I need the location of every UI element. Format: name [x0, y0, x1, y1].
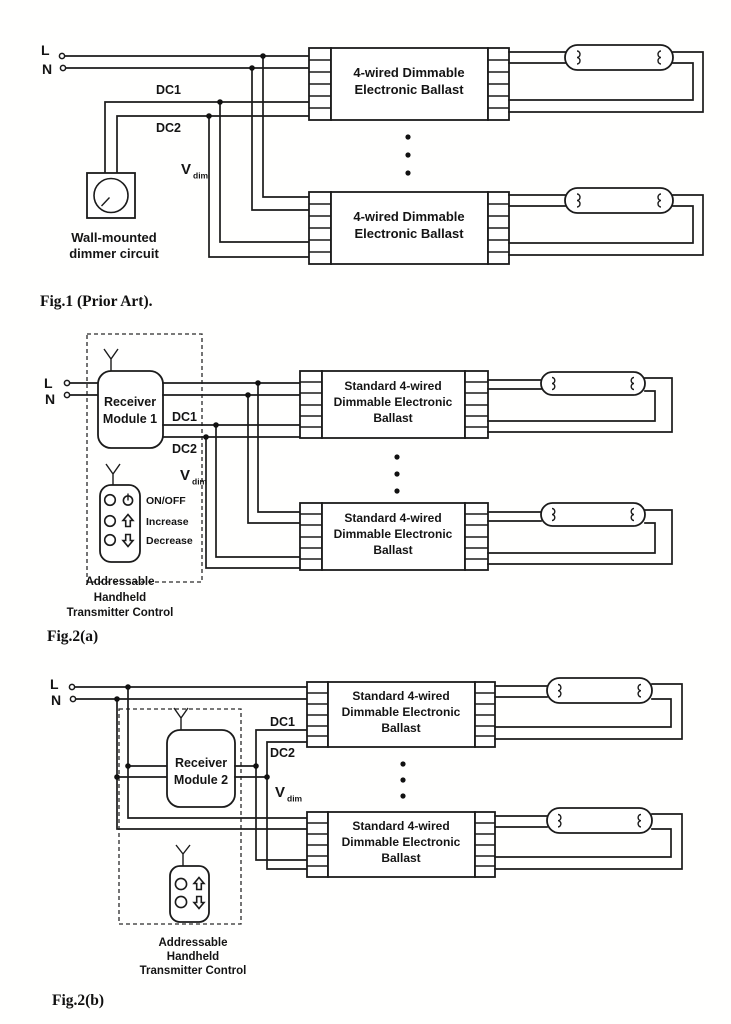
vdim-label: V [181, 161, 192, 178]
neutral-label: N [45, 391, 56, 407]
lamp-feed-wires [488, 380, 541, 389]
onoff-label: ON/OFF [146, 495, 186, 507]
lamp-feed-wires [495, 686, 547, 697]
dc2-label: DC2 [172, 442, 198, 456]
ballast-label-line1: 4-wired Dimmable [353, 65, 465, 80]
ballast-label-line2: Dimmable Electronic [341, 705, 461, 719]
lamp-tube [547, 808, 652, 833]
ballast-label-line1: 4-wired Dimmable [353, 209, 465, 224]
transmitter-label-line2: Handheld [166, 951, 220, 963]
fluorescent-lamp [541, 503, 645, 526]
receiver-label-line1: Receiver [174, 756, 228, 770]
receiver-module-2 [167, 708, 235, 807]
dc2-label: DC2 [156, 121, 182, 135]
increase-label: Increase [146, 516, 189, 528]
receiver-module-1 [98, 349, 163, 448]
ballast-label-line3: Ballast [381, 851, 421, 865]
lamp-feed-wires [488, 512, 541, 521]
junction-dot [203, 434, 209, 440]
vdim-subscript: dim [193, 170, 209, 181]
wall-dimmer [69, 173, 159, 261]
neutral-terminal [60, 65, 65, 70]
junction-dot [260, 53, 266, 59]
dc2-rail-wire [267, 742, 307, 869]
live-terminal [69, 684, 74, 689]
lamp-feed-wires [509, 52, 565, 63]
lamp-feed-wires [495, 816, 547, 827]
dc1-label: DC1 [156, 83, 182, 97]
antenna-icon [104, 349, 118, 371]
junction-dot [245, 392, 251, 398]
dc2-branch-wire [209, 116, 309, 257]
lamp-tube [565, 188, 673, 213]
neutral-branch-wire [252, 68, 309, 210]
ballast-label-line3: Ballast [373, 411, 413, 425]
remote-button [105, 516, 116, 527]
antenna-icon [174, 708, 188, 730]
junction-dot [213, 422, 219, 428]
live-label: L [41, 42, 50, 58]
fluorescent-lamp [565, 45, 673, 70]
remote-button [175, 878, 186, 889]
dc1-label: DC1 [172, 410, 198, 424]
receiver-module-box [98, 371, 163, 448]
neutral-label: N [42, 61, 53, 77]
dc1-wire [105, 102, 309, 173]
ballast-label-line2: Dimmable Electronic [333, 395, 453, 409]
junction-dot [206, 113, 212, 119]
junction-dot [249, 65, 255, 71]
remote-button [105, 495, 116, 506]
fig2a-circuit [44, 334, 672, 645]
receiver-label-line1: Receiver [103, 395, 157, 409]
lamp-tube [565, 45, 673, 70]
vdim-label: V [275, 784, 286, 801]
dc1-branch-wire [220, 102, 309, 242]
transmitter-label-line1: Addressable [158, 937, 228, 949]
fluorescent-lamp [547, 808, 652, 833]
ballast-unit [300, 371, 488, 438]
dc2-wire [117, 116, 309, 173]
dc2-label: DC2 [270, 746, 296, 760]
fluorescent-lamp [547, 678, 652, 703]
handheld-remote [170, 845, 209, 922]
lamp-tube [541, 503, 645, 526]
ballast-label-line3: Ballast [373, 543, 413, 557]
remote-button [175, 896, 186, 907]
live-terminal [64, 380, 69, 385]
antenna-icon [106, 464, 120, 485]
live-branch-wire [263, 56, 309, 197]
ballast-label-line2: Electronic Ballast [354, 226, 464, 241]
fig2b-circuit [50, 676, 682, 1009]
continuation-dots [405, 134, 410, 175]
continuation-dots [394, 454, 399, 493]
ballast-label-line2: Dimmable Electronic [341, 835, 461, 849]
dimmer-label-line1: Wall-mounted [71, 230, 157, 245]
neutral-terminal [70, 696, 75, 701]
ballast-label-line1: Standard 4-wired [344, 379, 442, 393]
junction-dot [217, 99, 223, 105]
vdim-label: V [180, 467, 191, 484]
antenna-icon [176, 845, 190, 866]
junction-dot [253, 763, 259, 769]
vdim-subscript: dim [287, 793, 303, 804]
ballast-unit [300, 503, 488, 570]
lamp-tube [541, 372, 645, 395]
junction-dot [255, 380, 261, 386]
fluorescent-lamp [565, 188, 673, 213]
decrease-label: Decrease [146, 535, 193, 547]
dc2-branch-wire [206, 437, 300, 568]
receiver-label-line2: Module 2 [173, 773, 229, 787]
junction-dot [125, 763, 131, 769]
ballast-label-line2: Dimmable Electronic [333, 527, 453, 541]
neutral-branch-wire [248, 395, 300, 523]
ballast-unit [307, 682, 495, 747]
live-branch-wire [258, 383, 300, 512]
fig1-caption: Fig.1 (Prior Art). [40, 293, 153, 310]
ballast-label-line2: Electronic Ballast [354, 82, 464, 97]
neutral-label: N [51, 692, 62, 708]
live-label: L [50, 676, 59, 692]
mains-input-wires [70, 383, 98, 395]
live-label: L [44, 375, 53, 391]
fig1-circuit [40, 42, 703, 310]
ballast-unit [309, 192, 509, 264]
dimmer-label-line2: dimmer circuit [69, 246, 159, 261]
lamp-return-wire [488, 523, 655, 553]
continuation-dots [400, 761, 405, 798]
junction-dot [114, 696, 120, 702]
transmitter-label-line2: Handheld [93, 592, 147, 604]
dimmer-knob-icon [94, 179, 128, 213]
junction-dot [264, 774, 270, 780]
ballast-label-line1: Standard 4-wired [344, 511, 442, 525]
remote-button [105, 535, 116, 546]
fig2b-caption: Fig.2(b) [52, 992, 105, 1009]
ballast-unit [309, 48, 509, 120]
remote-body [170, 866, 209, 922]
handheld-remote [100, 464, 193, 562]
lamp-feed-wires [509, 195, 565, 206]
live-terminal [59, 53, 64, 58]
fig2a-caption: Fig.2(a) [47, 628, 99, 645]
lamp-tube [547, 678, 652, 703]
neutral-terminal [64, 392, 69, 397]
transmitter-label-line1: Addressable [85, 576, 155, 588]
ballast-label-line1: Standard 4-wired [352, 819, 450, 833]
transmitter-label-line3: Transmitter Control [66, 607, 174, 619]
ballast-label-line1: Standard 4-wired [352, 689, 450, 703]
junction-dot [114, 774, 120, 780]
vdim-subscript: dim [192, 476, 208, 487]
transmitter-label-line3: Transmitter Control [139, 965, 247, 977]
ballast-label-line3: Ballast [381, 721, 421, 735]
fluorescent-lamp [541, 372, 645, 395]
receiver-label-line2: Module 1 [102, 412, 158, 426]
ballast-unit [307, 812, 495, 877]
junction-dot [125, 684, 131, 690]
dc1-label: DC1 [270, 715, 296, 729]
